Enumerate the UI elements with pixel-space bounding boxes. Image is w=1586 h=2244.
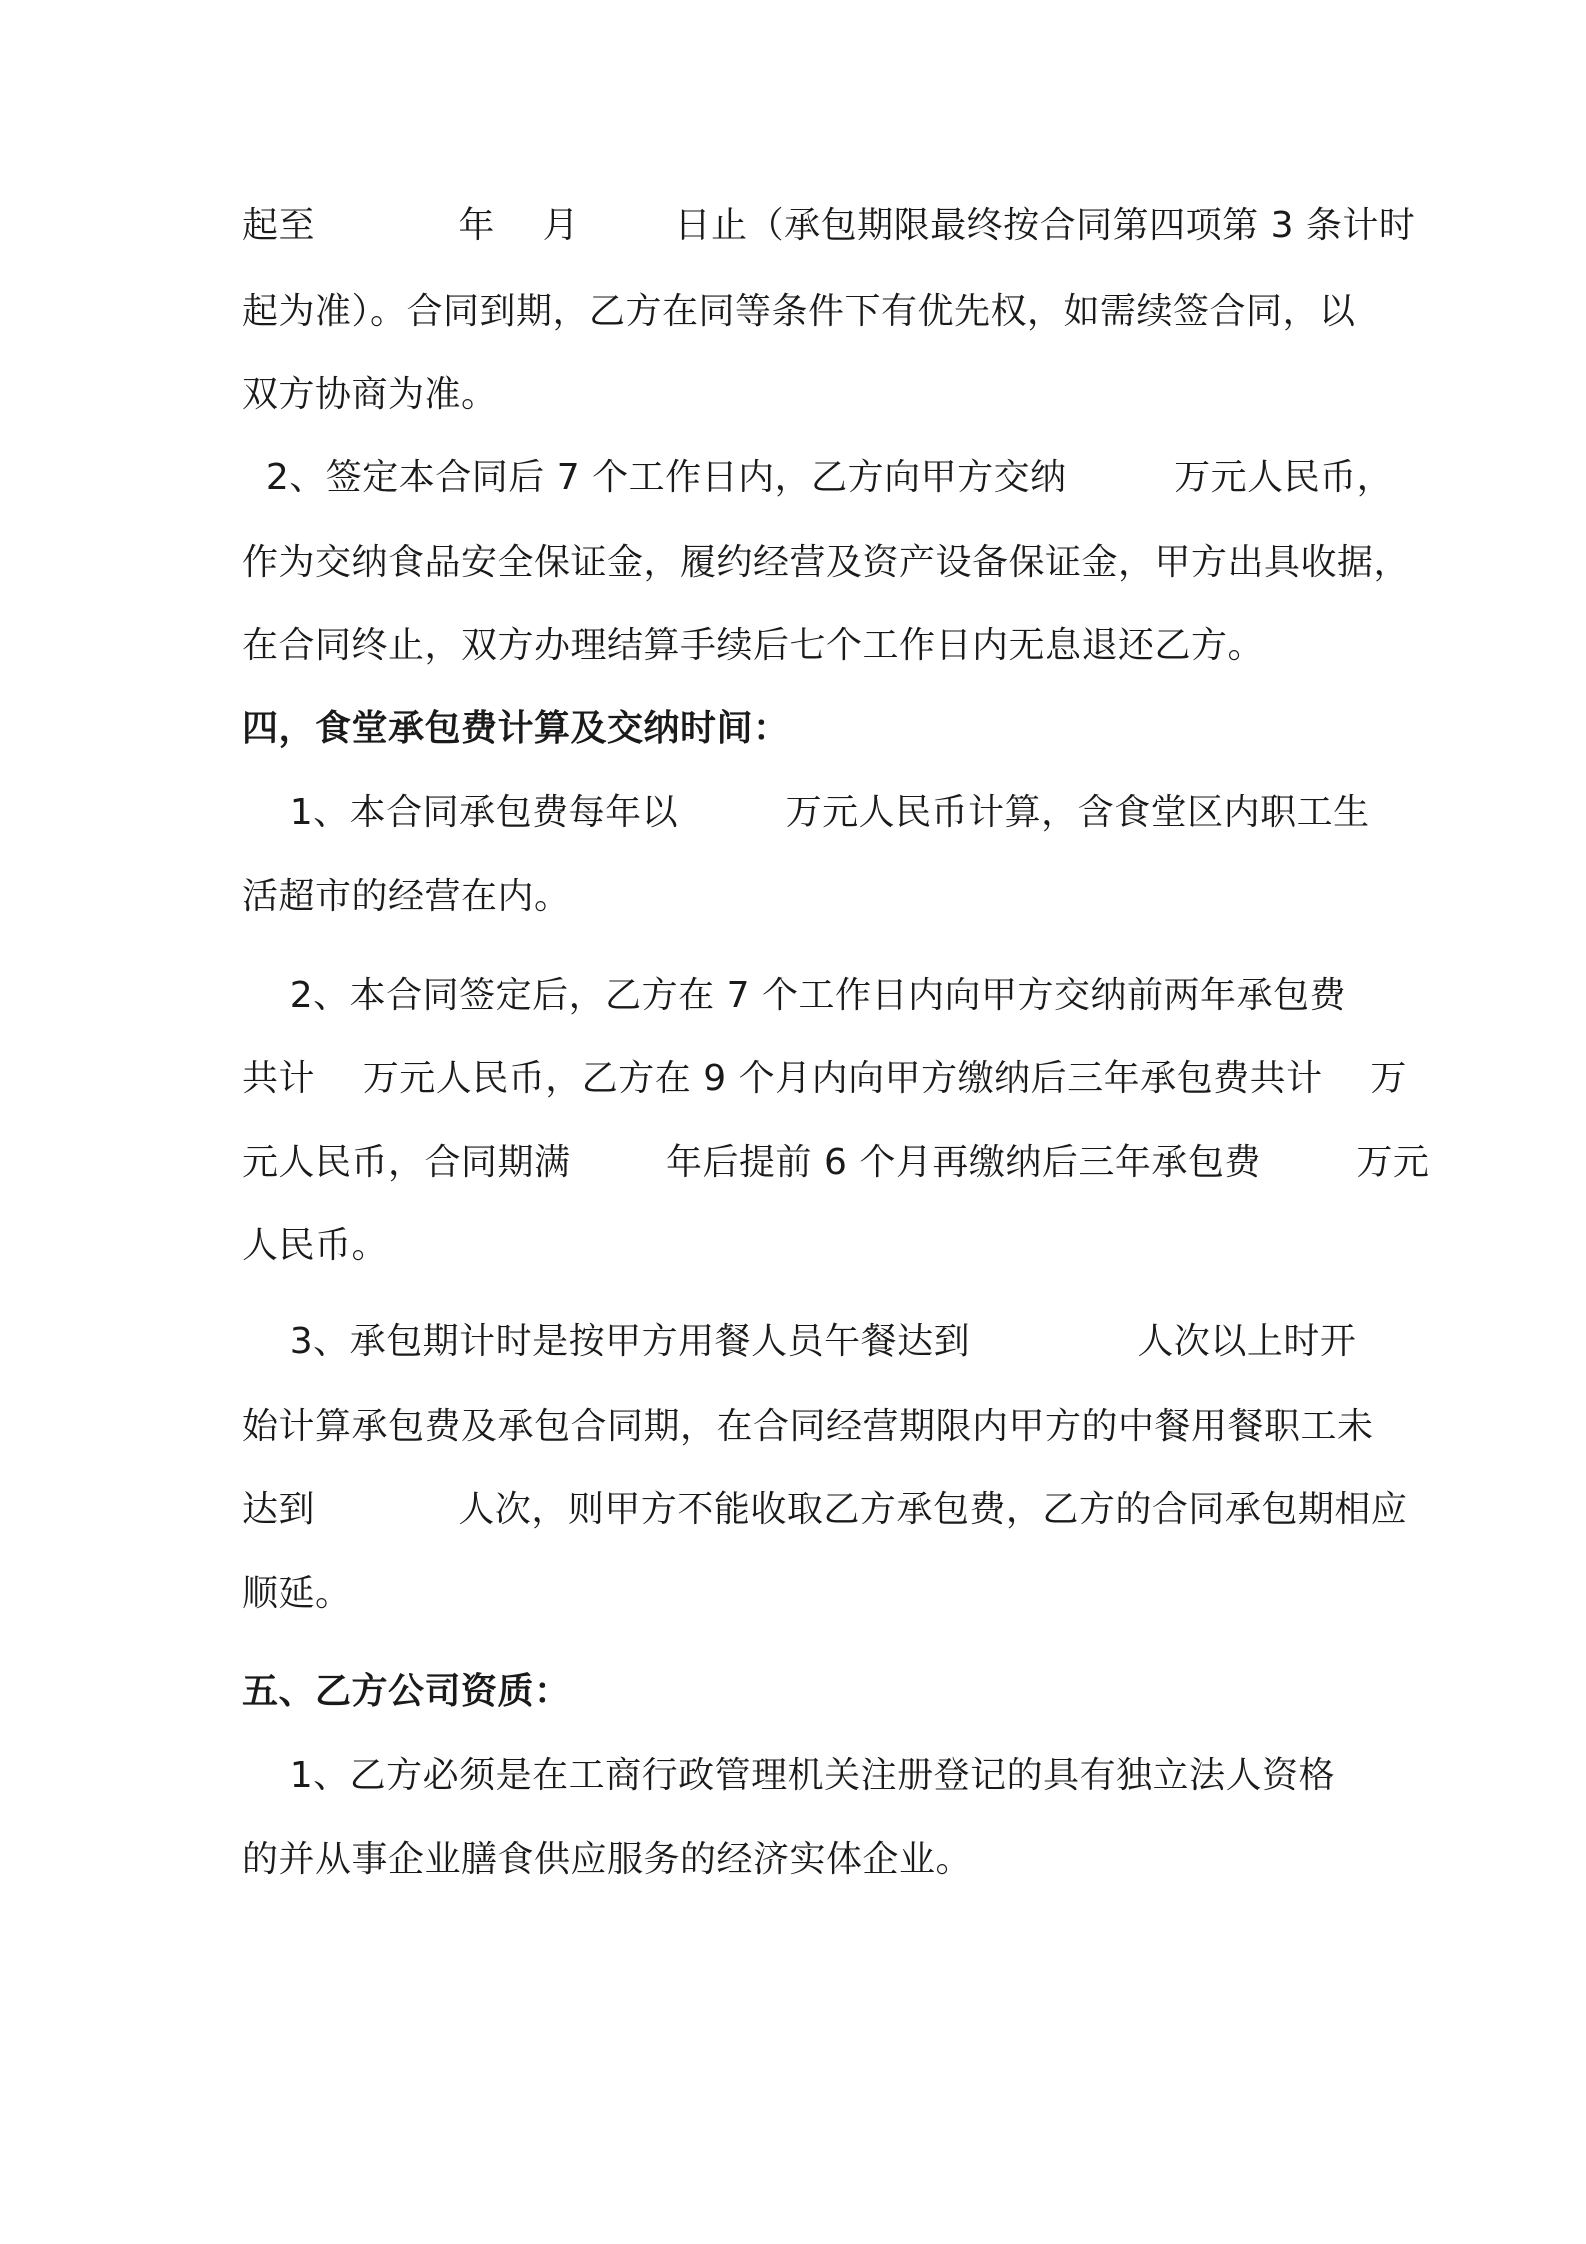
text-line-14: 3、承包期计时是按甲方用餐人员午餐达到 人次以上时开 [242,1321,1357,1362]
text-line-5: 作为交纳食品安全保证金，履约经营及资产设备保证金，甲方出具收据， [242,542,1411,583]
text-line-11: 共计 万元人民币，乙方在 9 个月内向甲方缴纳后三年承包费共计 万 [242,1058,1407,1099]
text-line-10: 2、本合同签定后，乙方在 7 个工作日内向甲方交纳前两年承包费 [242,975,1346,1016]
text-line-1: 起至 年 月 日止（承包期限最终按合同第四项第 3 条计时 [242,205,1416,246]
text-line-8: 1、本合同承包费每年以 万元人民币计算，含食堂区内职工生 [242,792,1370,833]
section-heading-5: 五、乙方公司资质： [242,1671,571,1712]
text-line-17: 顺延。 [242,1573,352,1614]
text-line-2: 起为准）。合同到期，乙方在同等条件下有优先权，如需续签合同，以 [242,291,1356,332]
section-heading-4: 四，食堂承包费计算及交纳时间： [242,708,790,749]
text-line-19: 1、乙方必须是在工商行政管理机关注册登记的具有独立法人资格 [242,1755,1336,1796]
text-line-16: 达到 人次，则甲方不能收取乙方承包费，乙方的合同承包期相应 [242,1489,1408,1530]
text-line-15: 始计算承包费及承包合同期，在合同经营期限内甲方的中餐用餐职工未 [242,1406,1374,1447]
text-line-3: 双方协商为准。 [242,374,498,415]
text-line-9: 活超市的经营在内。 [242,876,571,917]
text-line-20: 的并从事企业膳食供应服务的经济实体企业。 [242,1839,973,1880]
text-line-12: 元人民币，合同期满 年后提前 6 个月再缴纳后三年承包费 万元 [242,1142,1430,1183]
text-line-4: 2、签定本合同后 7 个工作日内，乙方向甲方交纳 万元人民币， [242,457,1394,498]
text-line-6: 在合同终止，双方办理结算手续后七个工作日内无息退还乙方。 [242,625,1265,666]
text-line-13: 人民币。 [242,1225,389,1266]
